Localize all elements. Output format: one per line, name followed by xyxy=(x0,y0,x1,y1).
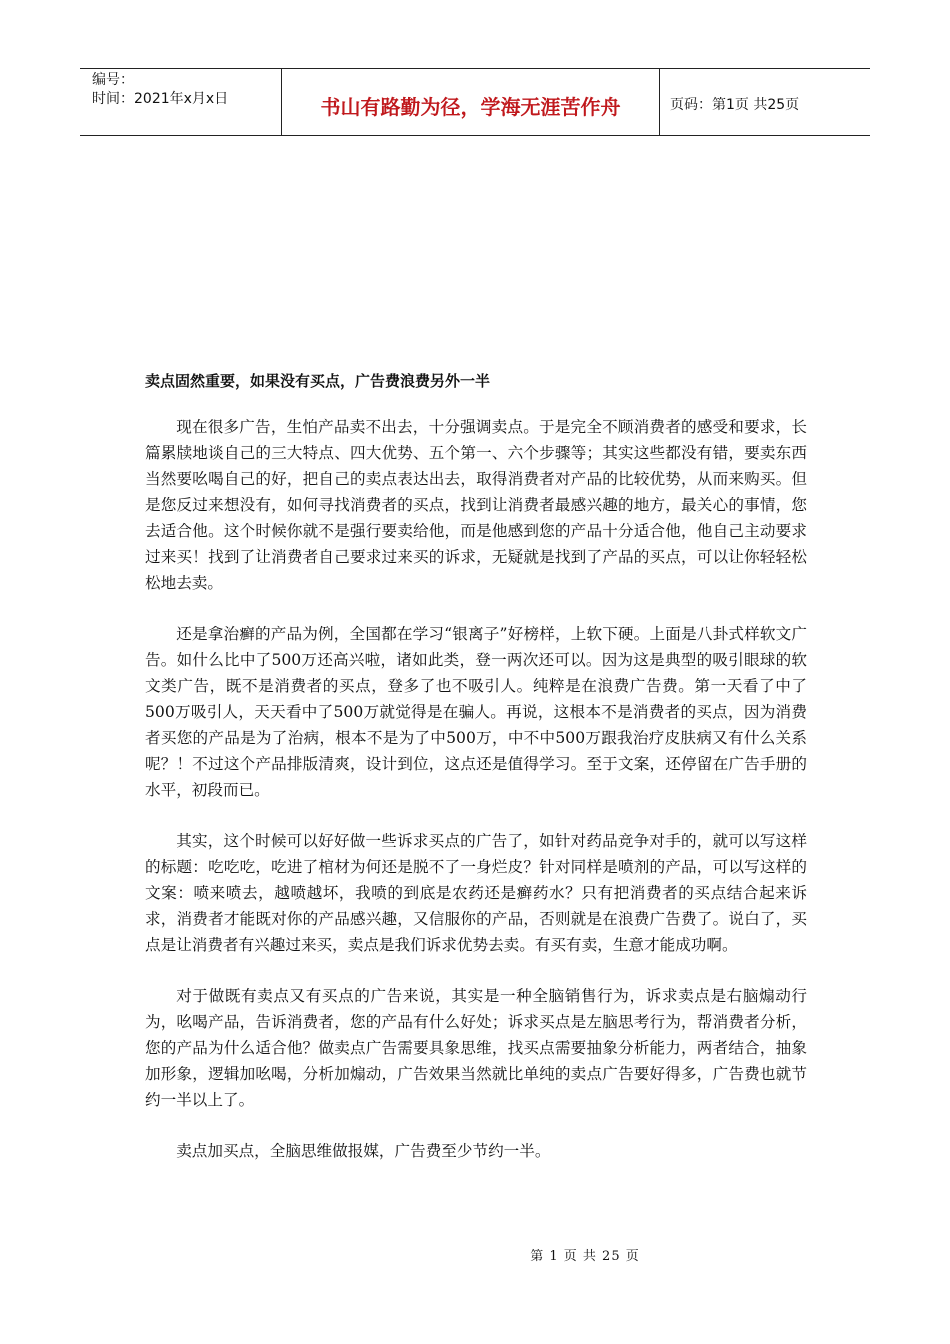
paragraph: 对于做既有卖点又有买点的广告来说，其实是一种全脑销售行为，诉求卖点是右脑煽动行为，吆喝产品，告诉消费者，您的产品有什么好处；诉求买点是左脑思考行为，帮消费者分析，您的产品为什么适合他？做卖点广告需要具象思维，找买点需要抽象分析能力，两者结合，抽象加形象，逻辑加吆喝，分析加煽动，广告效果当然就比单纯的卖点广告要好得多，广告费也就节约一半以上了。 xyxy=(145,987,807,1109)
date-label: 时间：2021年x月x日 xyxy=(92,91,229,107)
paragraph: 还是拿治癣的产品为例，全国都在学习“银离子”好榜样，上软下硬。上面是八卦式样软文广告。如什么比中了500万还高兴啦，诸如此类，登一两次还可以。因为这是典型的吸引眼球的软文类广告，既不是消费者的买点，登多了也不吸引人。纯粹是在浪费广告费。第一天看了中了500万吸引人，天天看中了500万就觉得是在骗人。再说，这根本不是消费者的买点，因为消费者买您的产品是为了治病，根本不是为了中500万，中不中500万跟我治疗皮肤病又有什么关系呢？！不过这个产品排版清爽，设计到位，这点还是值得学习。至于文案，还停留在广告手册的水平，初段而已。 xyxy=(145,625,807,799)
page-header xyxy=(80,68,870,136)
page-footer: 第 1 页 共 25 页 xyxy=(530,1249,640,1264)
header-motto: 书山有路勤为径，学海无涯苦作舟 xyxy=(282,69,660,135)
header-page-info: 页码：第1页 共25页 xyxy=(670,97,800,113)
paragraph: 现在很多广告，生怕产品卖不出去，十分强调卖点。于是完全不顾消费者的感受和要求，长篇累牍地谈自己的三大特点、四大优势、五个第一、六个步骤等；其实这些都没有错，要卖东西当然要吆喝自己的好，把自己的卖点表达出去，取得消费者对产品的比较优势，从而来购买。但是您反过来想没有，如何寻找消费者的买点，找到让消费者最感兴趣的地方，最关心的事情，您去适合他。这个时候你就不是强行要卖给他，而是他感到您的产品十分适合他，他自己主动要求过来买！找到了让消费者自己要求过来买的诉求，无疑就是找到了产品的买点，可以让你轻轻松松地去卖。 xyxy=(145,418,807,592)
serial-number-label: 编号： xyxy=(92,72,134,88)
paragraph: 卖点加买点，全脑思维做报媒，广告费至少节约一半。 xyxy=(176,1142,551,1160)
article-body xyxy=(145,368,807,1189)
header-meta-cell xyxy=(80,69,282,135)
paragraph: 其实，这个时候可以好好做一些诉求买点的广告了，如针对药品竞争对手的，就可以写这样的标题：吃吃吃，吃进了棺材为何还是脱不了一身烂皮？针对同样是喷剂的产品，可以写这样的文案：喷来喷去，越喷越坏，我喷的到底是农药还是癣药水？只有把消费者的买点结合起来诉求，消费者才能既对你的产品感兴趣，又信服你的产品，否则就是在浪费广告费了。说白了，买点是让消费者有兴趣过来买，卖点是我们诉求优势去卖。有买有卖，生意才能成功啊。 xyxy=(145,832,807,954)
article-title: 卖点固然重要，如果没有买点，广告费浪费另外一半 xyxy=(145,372,491,390)
